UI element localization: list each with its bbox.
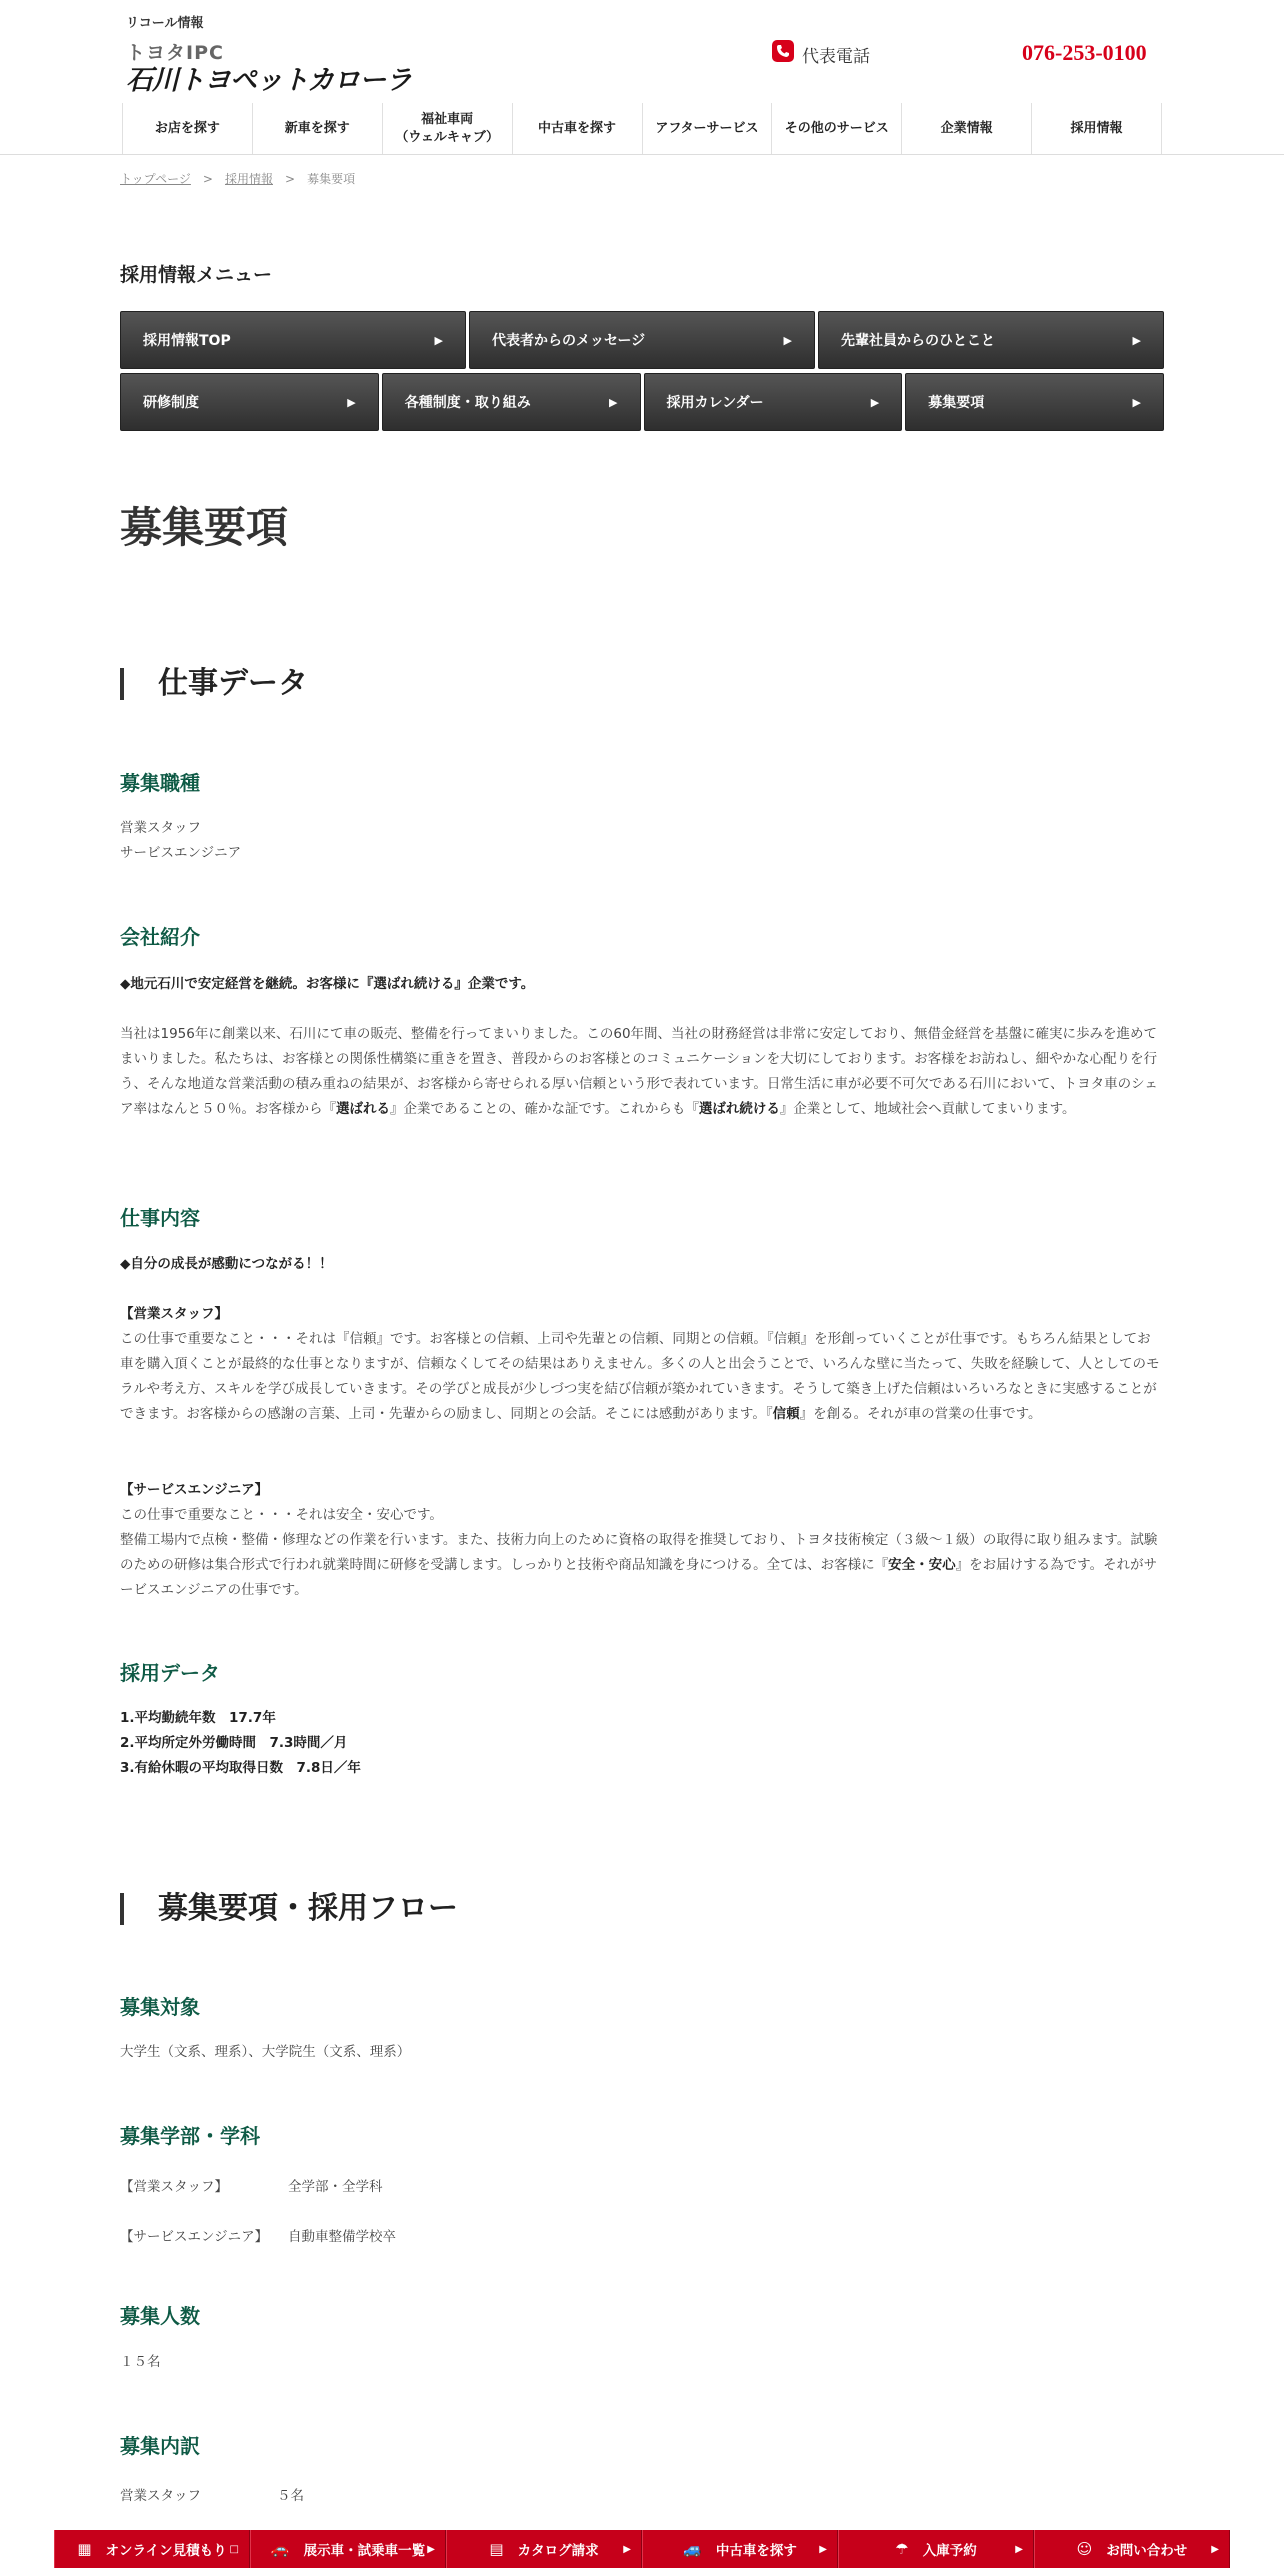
recruit-menu-row-1: [120, 311, 1164, 369]
arrow-right-icon: ▶: [870, 395, 880, 409]
engineer-description: [120, 1478, 1164, 1603]
nav-used-cars[interactable]: 中古車を探す: [513, 103, 643, 155]
menu-recruit-calendar[interactable]: [644, 373, 903, 431]
breakdown-row: [120, 2484, 304, 2504]
breadcrumb-separator: >: [285, 172, 296, 186]
dept-value: 自動車整備学校卒: [288, 2229, 396, 2245]
dept-key: 【サービスエンジニア】: [120, 2229, 269, 2245]
nav-company-info[interactable]: 企業情報: [902, 103, 1032, 155]
positions-list: [120, 816, 1164, 866]
nav-welcab[interactable]: 福祉車両 （ウェルキャブ）: [383, 103, 513, 155]
arrow-right-icon: ▶: [347, 395, 356, 409]
sales-description: [120, 1302, 1164, 1427]
phone-icon: [772, 40, 794, 62]
company-bold: 選ばれ続ける: [698, 1101, 780, 1117]
position-item: 営業スタッフ: [120, 820, 201, 836]
engineer-bold: 安全・安心: [888, 1557, 956, 1573]
car-icon: 🚗: [270, 2540, 290, 2558]
section-title-job-data: 仕事データ: [120, 668, 308, 700]
menu-label: 募集要項: [928, 395, 985, 411]
arrow-right-icon: ▶: [623, 2543, 631, 2555]
arrow-right-icon: ▶: [1211, 2543, 1219, 2555]
arrow-right-icon: ▶: [434, 333, 443, 347]
breadcrumb: [120, 170, 355, 187]
engineer-label: 【サービスエンジニア】: [120, 1482, 269, 1498]
dept-value: 全学部・全学科: [288, 2179, 383, 2195]
bottom-bar-label: カタログ請求: [517, 2543, 599, 2559]
sales-label: 【営業スタッフ】: [120, 1306, 228, 1322]
menu-systems[interactable]: [382, 373, 641, 431]
company-text: 』企業であることの、確かな証です。これからも『: [390, 1101, 699, 1117]
heading-positions: 募集職種: [120, 771, 200, 795]
breadcrumb-current: 募集要項: [307, 172, 356, 186]
stat-item: 2.平均所定外労働時間 7.3時間／月: [120, 1735, 348, 1751]
bottom-bar-label: オンライン見積もり: [105, 2543, 227, 2559]
heading-company: 会社紹介: [120, 925, 200, 949]
sales-text: この仕事で重要なこと・・・それは『信頼』です。お客様との信頼、上司や先輩との信頼、同期との信頼。『信頼』を形創っていくことが仕事です。もちろん結果としてお車を購入頂くことが最終的な仕事となりますが、信頼なくしてその結果はありえません。多くの人と出会うことで、いろんな壁に当たって、失敗を経験して、人としてのモラルや考え方、スキルを学び成長していきます。その学びと成長が少しづつ実を結び信頼が築かれていきます。そうして築き上げた信頼はいろいろなときに実感することができます。お客様からの感謝の言葉、上司・先輩からの励まし、同期との会話。そこには感動があります。『: [120, 1331, 1160, 1422]
breakdown-value: ５名: [277, 2488, 304, 2504]
nav-find-store[interactable]: お店を探す: [123, 103, 253, 155]
dept-key: 【営業スタッフ】: [120, 2179, 228, 2195]
menu-recruit-top[interactable]: [120, 311, 466, 369]
arrow-right-icon: ▶: [783, 333, 792, 347]
arrow-right-icon: ▶: [1015, 2543, 1023, 2555]
menu-senior-staff[interactable]: [818, 311, 1164, 369]
contact-button[interactable]: [1034, 2530, 1230, 2568]
calculator-icon: ▦: [77, 2540, 92, 2558]
engineer-line: この仕事で重要なこと・・・それは安全・安心です。: [120, 1507, 443, 1523]
target-text: 大学生（文系、理系）、大学院生（文系、理系）: [120, 2044, 411, 2060]
dept-row: [120, 2225, 396, 2245]
online-estimate-button[interactable]: [54, 2530, 250, 2568]
menu-label: 先輩社員からのひとこと: [841, 333, 995, 349]
breadcrumb-separator: >: [202, 172, 213, 186]
count-text: １５名: [120, 2354, 161, 2370]
dept-row: [120, 2175, 383, 2195]
nav-recruit[interactable]: 採用情報: [1032, 103, 1162, 155]
person-icon: ☺: [1076, 2540, 1093, 2558]
recruit-menu-row-2: [120, 373, 1164, 431]
arrow-right-icon: ▶: [427, 2543, 435, 2555]
menu-label: 代表者からのメッセージ: [492, 333, 646, 349]
work-lead: ◆自分の成長が感動につながる！！: [120, 1256, 333, 1272]
heading-departments: 募集学部・学科: [120, 2124, 260, 2148]
page-title: 募集要項: [120, 503, 289, 552]
service-booking-button[interactable]: [838, 2530, 1034, 2568]
engineer-text: 』をお届けする為です。それがサービスエンジニアの仕事です。: [120, 1557, 1158, 1598]
arrow-right-icon: ▶: [1132, 333, 1141, 347]
global-nav: [122, 103, 1162, 155]
menu-training[interactable]: [120, 373, 379, 431]
menu-requirements[interactable]: [905, 373, 1164, 431]
company-lead: ◆地元石川で安定経営を継続。お客様に『選ばれ続ける』企業です。: [120, 976, 535, 992]
heading-breakdown: 募集内訳: [120, 2434, 200, 2458]
company-logo[interactable]: 石川トヨペットカローラ: [126, 65, 412, 96]
arrow-right-icon: ▶: [819, 2543, 827, 2555]
menu-label: 各種制度・取り組み: [404, 395, 531, 411]
heading-stats: 採用データ: [120, 1661, 220, 1685]
used-car-search-button[interactable]: [642, 2530, 838, 2568]
recall-info-link[interactable]: リコール情報: [126, 16, 204, 31]
catalog-icon: ▤: [489, 2540, 504, 2558]
bottom-bar-label: 入庫予約: [922, 2543, 977, 2559]
phone-number[interactable]: 076-253-0100: [1022, 40, 1147, 65]
arrow-right-icon: ▶: [609, 395, 618, 409]
menu-label: 採用カレンダー: [666, 395, 764, 411]
section-title-flow: 募集要項・採用フロー: [120, 1893, 458, 1925]
nav-after-service[interactable]: アフターサービス: [643, 103, 773, 155]
heading-count: 募集人数: [120, 2304, 200, 2328]
engineer-text: 整備工場内で点検・整備・修理などの作業を行います。また、技術力向上のために資格の取得を推奨しており、トヨタ技術検定（３級～１級）の取得に取り組みます。試験のための研修は集合形式で行われ就業時間に研修を受講します。しっかりと技術や商品知識を身につける。全ては、お客様に『: [120, 1532, 1158, 1573]
position-item: サービスエンジニア: [120, 845, 242, 861]
bottom-bar-label: お問い合わせ: [1106, 2543, 1188, 2559]
menu-label: 研修制度: [143, 395, 199, 411]
sales-bold: 信頼: [772, 1406, 800, 1422]
company-body: [120, 1022, 1164, 1122]
stat-item: 1.平均勤続年数 17.7年: [120, 1710, 276, 1726]
stats-list: [120, 1706, 1164, 1781]
nav-new-cars[interactable]: 新車を探す: [253, 103, 383, 155]
logo-subtitle: トヨタIPC: [126, 42, 224, 64]
engineer-body: [120, 1528, 1164, 1603]
breadcrumb-home[interactable]: トップページ: [120, 172, 191, 186]
company-text: 』企業として、地域社会へ貢献してまいります。: [779, 1101, 1076, 1117]
header-divider: [0, 154, 1284, 155]
arrow-right-icon: ▶: [1132, 395, 1141, 409]
heading-work: 仕事内容: [120, 1206, 200, 1230]
recruit-menu-title: 採用情報メニュー: [120, 264, 273, 286]
stat-item: 3.有給休暇の平均取得日数 7.8日／年: [120, 1760, 361, 1776]
breakdown-key: 営業スタッフ: [120, 2488, 201, 2504]
sales-text: 』を創る。それが車の営業の仕事です。: [799, 1406, 1042, 1422]
catalog-request-button[interactable]: [446, 2530, 642, 2568]
company-bold: 選ばれる: [336, 1101, 390, 1117]
external-window-icon: □: [229, 2543, 239, 2555]
heading-target: 募集対象: [120, 1995, 200, 2019]
used-car-icon: 🚙: [683, 2540, 702, 2558]
bottom-bar-label: 中古車を探す: [715, 2543, 797, 2559]
breadcrumb-recruit[interactable]: 採用情報: [224, 172, 273, 186]
menu-label: 採用情報TOP: [143, 333, 231, 349]
menu-president-message[interactable]: [469, 311, 815, 369]
wrench-car-icon: ☂: [895, 2540, 909, 2558]
sales-body: [120, 1327, 1164, 1427]
bottom-bar-label: 展示車・試乗車一覧: [303, 2543, 426, 2559]
test-drive-list-button[interactable]: [250, 2530, 446, 2568]
bottom-action-bar: [54, 2530, 1230, 2568]
company-text: 当社は1956年に創業以来、石川にて車の販売、整備を行ってまいりました。この60年間、当社の財務経営は非常に安定しており、無借金経営を基盤に確実に歩みを進めてまいりました。私たちは、お客様との関係性構築に重きを置き、普段からのお客様とのコミュニケーションを大切にしております。お客様をお訪ねし、細やかな心配りを行う、そんな地道な営業活動の積み重ねの結果が、お客様から寄せられる厚い信頼という形で表れています。日常生活に車が必要不可欠である石川において、トヨタ車のシェア率はなんと５０％。お客様から『: [120, 1026, 1158, 1117]
phone-label: 代表電話: [802, 47, 870, 67]
nav-other-services[interactable]: その他のサービス: [772, 103, 902, 155]
